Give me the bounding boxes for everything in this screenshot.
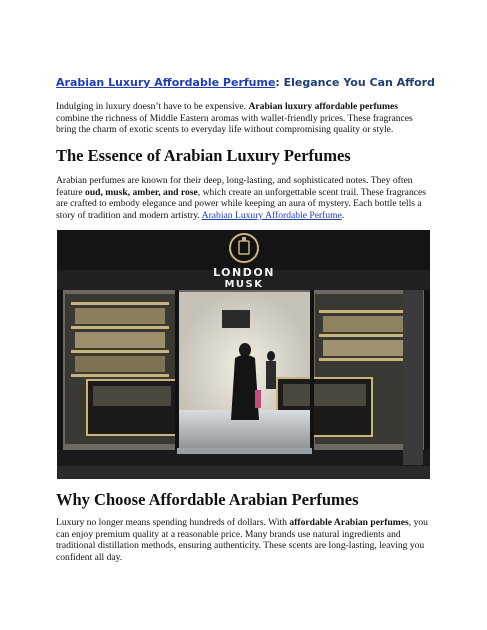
essence-text-2: , which create an unforgettable scent trail. These fragrances are crafted to embody elegance and power while keeping an aura of mystery. Each bottle tells a story of tradition and modern artistry. — [56, 186, 426, 221]
why-paragraph — [56, 517, 432, 563]
essence-inline-link[interactable]: Arabian Luxury Affordable Perfume — [201, 209, 342, 221]
essence-bold-1: oud, musk, amber, and rose — [85, 186, 198, 198]
essence-text-1: Arabian perfumes are known for their deep, long-lasting, and sophisticated notes. They often feature — [56, 175, 413, 198]
intro-text-1: Indulging in luxury doesn’t have to be expensive. — [56, 101, 249, 112]
title-suffix: : Elegance You Can Afford — [275, 76, 435, 89]
essence-text-3: . — [341, 209, 345, 221]
storefront-illustration — [57, 230, 430, 479]
intro-text-2: combine the richness of Middle Eastern aromas with wallet-friendly prices. These fragrances bring the charm of exotic scents to everyday life without compromising quality or style. — [56, 112, 413, 136]
storefront-photo — [57, 230, 430, 479]
sign-line-2: MUSK — [224, 279, 264, 290]
sign-line-1: LONDON — [213, 266, 275, 279]
section-heading-essence: The Essence of Arabian Luxury Perfumes — [56, 146, 351, 165]
section-heading-why: Why Choose Affordable Arabian Perfumes — [56, 490, 359, 509]
why-bold-1: affordable Arabian perfumes — [289, 517, 409, 528]
why-text-1: Luxury no longer means spending hundreds of dollars. With — [56, 517, 290, 528]
why-text-2: , you can enjoy premium quality at a reasonable price. Many brands use natural ingredients and traditional distillation methods, ensuring authenticity. These scents are long-lasting, leaving you confident all day. — [56, 517, 428, 563]
title-link[interactable]: Arabian Luxury Affordable Perfume — [56, 76, 276, 89]
intro-bold-1: Arabian luxury affordable perfumes — [248, 101, 398, 112]
essence-paragraph — [56, 175, 432, 221]
document-title — [56, 76, 436, 89]
intro-paragraph — [56, 101, 432, 136]
